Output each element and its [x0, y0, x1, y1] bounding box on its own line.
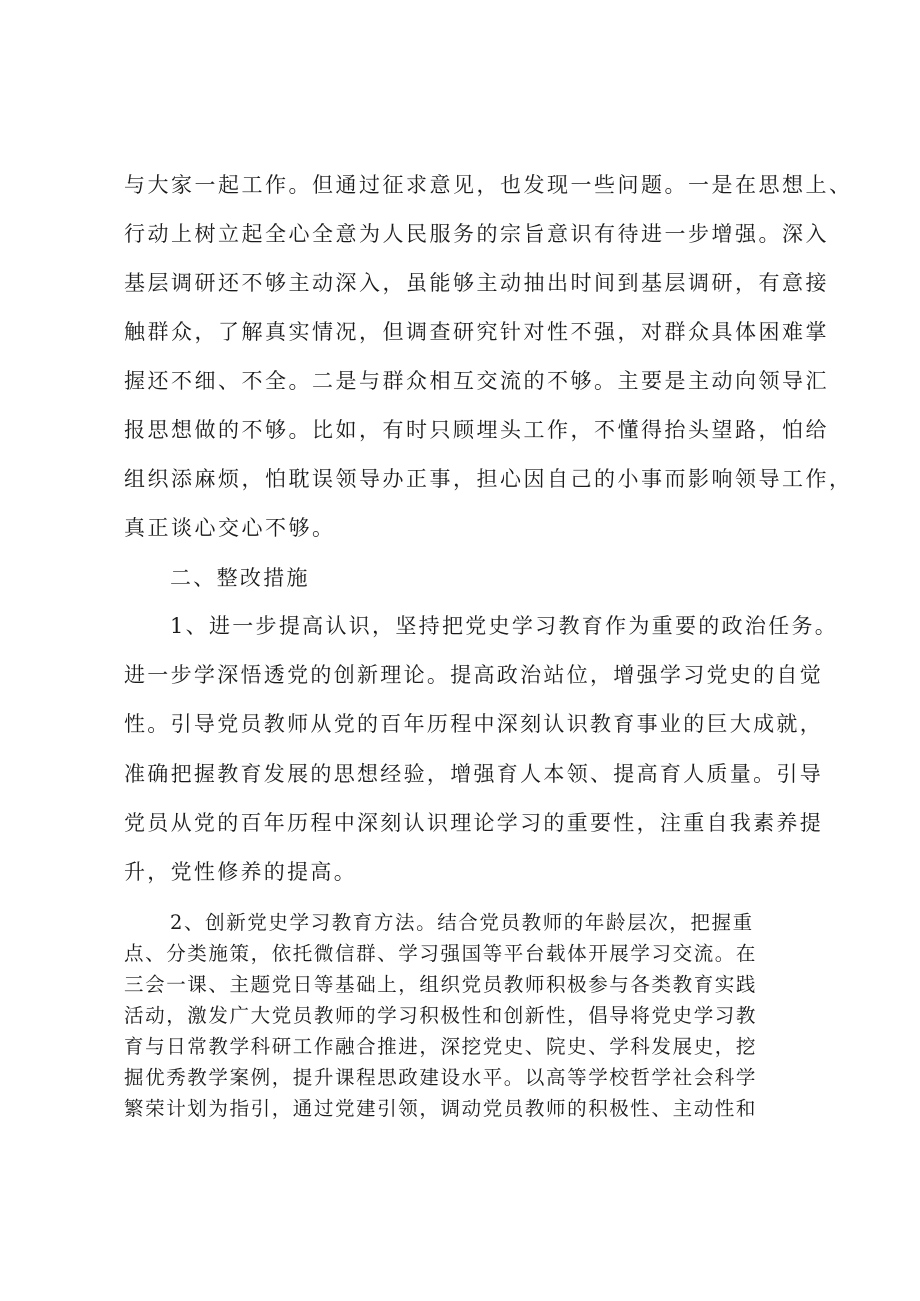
text-line: 党员从党的百年历程中深刻认识理论学习的重要性，注重自我素养提 — [124, 811, 823, 835]
text-line: 三会一课、主题党日等基础上，组织党员教师积极参与各类教育实践 — [124, 973, 758, 996]
text-line: 性。引导党员教师从党的百年历程中深刻认识教育事业的巨大成就， — [124, 712, 823, 736]
text-line: 行动上树立起全心全意为人民服务的宗旨意识有待进一步增强。深入 — [124, 222, 829, 246]
text-line: 与大家一起工作。但通过征求意见，也发现一些问题。一是在思想上、 — [124, 173, 853, 197]
text-line: 2、创新党史学习教育方法。结合党员教师的年龄层次，把握重 — [170, 911, 754, 934]
text-line: 触群众，了解真实情况，但调查研究针对性不强，对群众具体困难掌 — [124, 320, 829, 344]
text-line: 育与日常教学科研工作融合推进，深挖党史、院史、学科发展史，挖 — [124, 1035, 758, 1058]
text-line: 报思想做的不够。比如，有时只顾埋头工作，不懂得抬头望路，怕给 — [124, 418, 829, 442]
text-line: 掘优秀教学案例，提升课程思政建设水平。以高等学校哲学社会科学 — [124, 1066, 758, 1089]
text-line: 1、进一步提高认识，坚持把党史学习教育作为重要的政治任务。 — [170, 614, 839, 638]
text-line: 握还不细、不全。二是与群众相互交流的不够。主要是主动向领导汇 — [124, 369, 829, 393]
text-line: 活动，激发广大党员教师的学习积极性和创新性，倡导将党史学习教 — [124, 1004, 758, 1027]
text-line: 繁荣计划为指引，通过党建引领，调动党员教师的积极性、主动性和 — [124, 1097, 758, 1120]
text-line: 准确把握教育发展的思想经验，增强育人本领、提高育人质量。引导 — [124, 762, 823, 786]
text-line: 组织添麻烦，怕耽误领导办正事，担心因自己的小事而影响领导工作， — [124, 467, 853, 491]
text-line: 基层调研还不够主动深入，虽能够主动抽出时间到基层调研，有意接 — [124, 271, 829, 295]
text-line: 升，党性修养的提高。 — [124, 860, 357, 884]
text-line: 点、分类施策，依托微信群、学习强国等平台载体开展学习交流。在 — [124, 942, 758, 965]
text-line: 进一步学深悟透党的创新理论。提高政治站位，增强学习党史的自觉 — [124, 663, 823, 687]
section-heading: 二、整改措施 — [170, 566, 310, 590]
text-line: 真正谈心交心不够。 — [124, 516, 336, 540]
